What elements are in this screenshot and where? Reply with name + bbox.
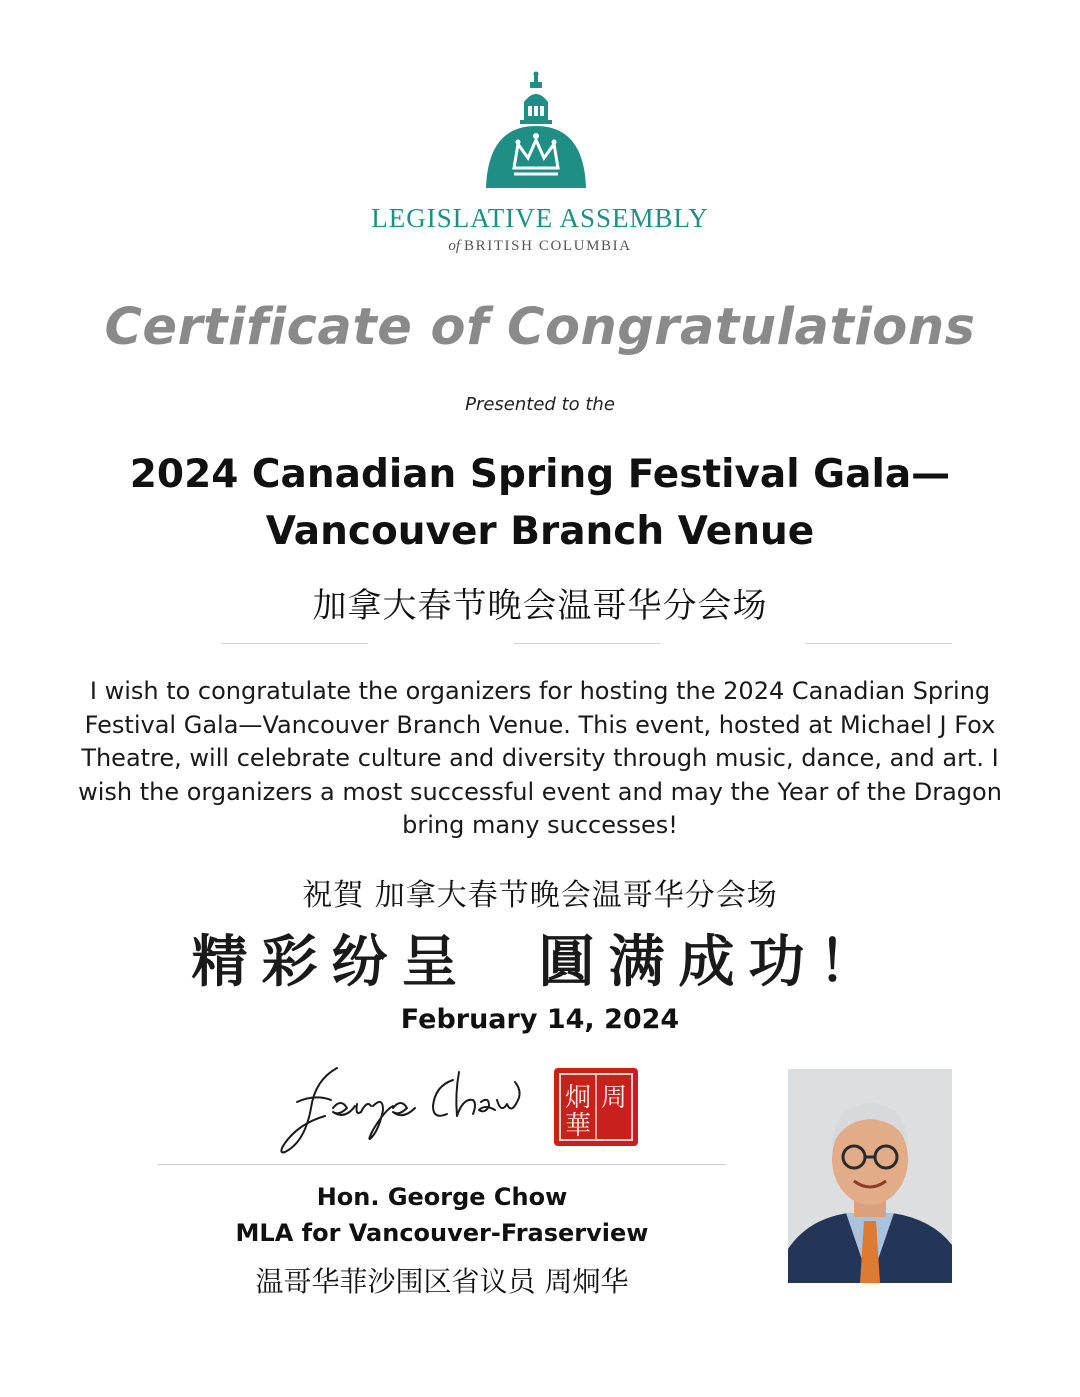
- divider-right: [806, 643, 952, 644]
- organization-name: LEGISLATIVE ASSEMBLY: [371, 203, 709, 233]
- recipient-line-2: Vancouver Branch Venue: [265, 509, 815, 554]
- legislative-assembly-dome-logo-icon: [484, 70, 588, 190]
- handwritten-signature: [275, 1050, 535, 1160]
- signatory-title: MLA for Vancouver-Fraserview: [235, 1219, 649, 1247]
- organization-subtitle-prefix: of: [448, 238, 460, 254]
- congratulation-chinese: 祝賀 加拿大春节晚会温哥华分会场: [302, 878, 778, 913]
- red-seal-stamp: [552, 1066, 640, 1148]
- seal-char-1: 周: [600, 1083, 628, 1113]
- signatory-title-chinese: 温哥华菲沙围区省议员 周炯华: [255, 1265, 629, 1298]
- signatory-name: Hon. George Chow: [316, 1183, 568, 1211]
- organization-subtitle-text: BRITISH COLUMBIA: [463, 238, 632, 254]
- seal-char-2: 炯: [564, 1083, 592, 1113]
- calligraphy-wish-chinese: 精彩纷呈 圓满成功！: [191, 929, 889, 995]
- certificate-title: Certificate of Congratulations: [104, 298, 976, 357]
- congratulation-message: I wish to congratulate the organizers for hosting the 2024 Canadian Spring Festival Gala—Vancouver Branch Venue. This event, hosted at Michael J Fox Theatre, will celebrate culture and diversity through music, dance, and art. I wish the organizers a most successful event and may the Year of the Dragon bring many successes!: [78, 677, 1002, 839]
- recipient-name: [0, 446, 1080, 560]
- signature-line: [158, 1164, 726, 1165]
- presented-to-label: Presented to the: [465, 394, 615, 415]
- divider-middle: [514, 643, 660, 644]
- seal-char-3: 華: [564, 1111, 592, 1141]
- organization-subtitle: [0, 238, 1080, 255]
- certificate-date: February 14, 2024: [400, 1004, 680, 1035]
- recipient-line-1: 2024 Canadian Spring Festival Gala—: [129, 452, 951, 497]
- signatory-portrait-photo: [788, 1069, 952, 1283]
- divider-left: [222, 643, 368, 644]
- recipient-name-chinese: 加拿大春节晚会温哥华分会场: [312, 586, 768, 626]
